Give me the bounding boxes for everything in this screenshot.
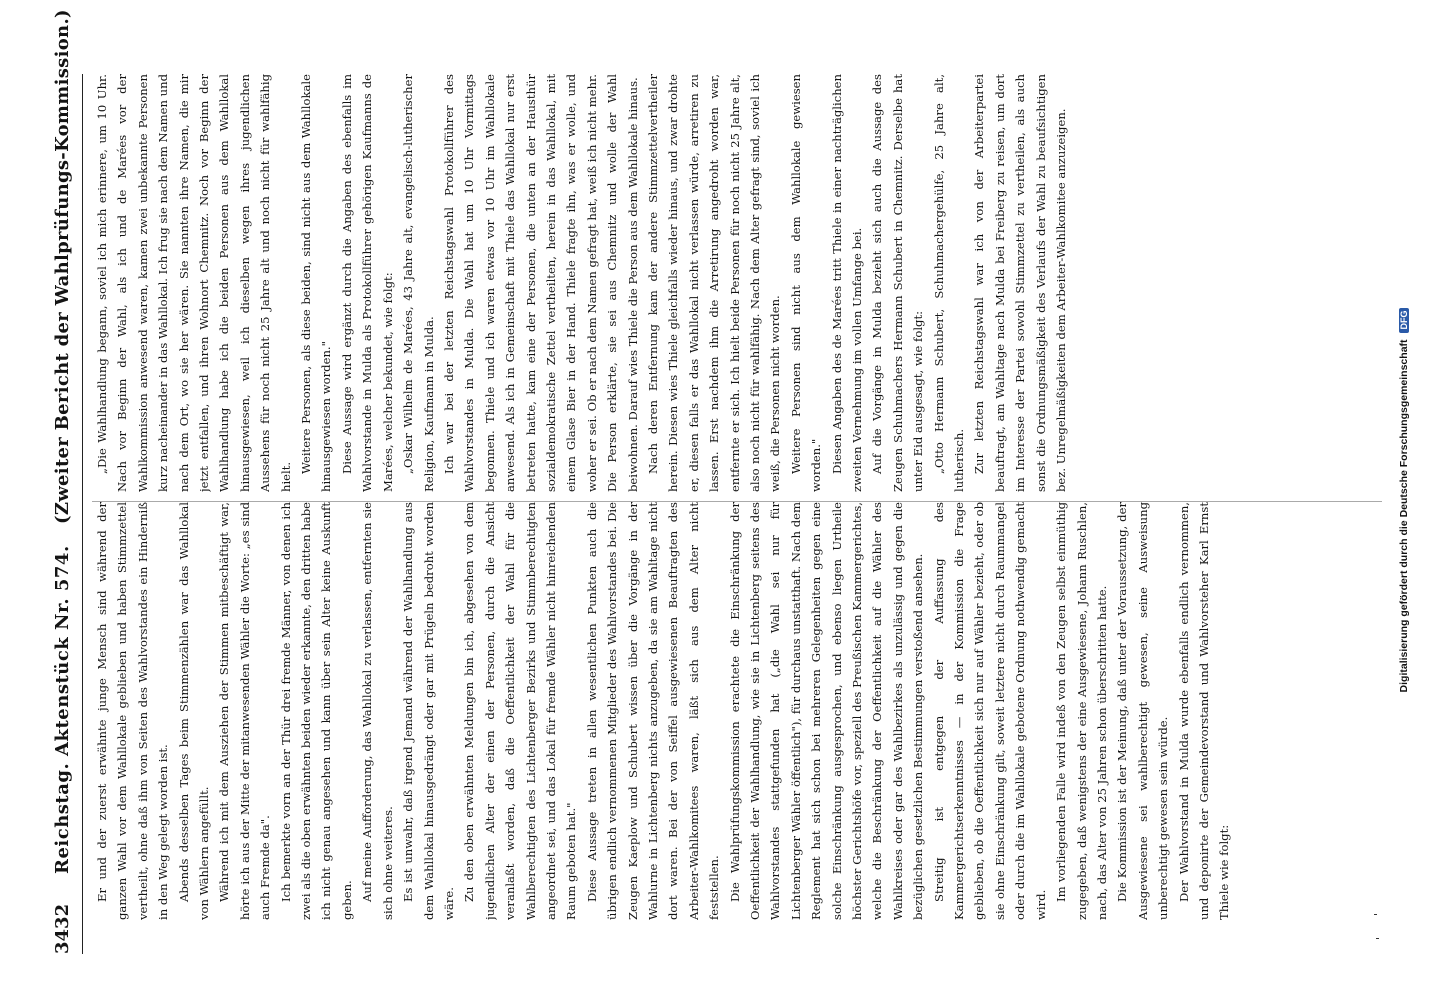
right-column xyxy=(92,74,1072,492)
page-header xyxy=(52,9,78,954)
running-head: Reichstag. Aktenstück Nr. 574. xyxy=(52,545,73,874)
paragraph: Er und der zuerst erwähnte junge Mensch sind während der ganzen Wahl vor dem Wahllokale geblieben und haben Stimmzettel vertheilt, ohne daß ihm von Seiten des Wahlvorstandes ein Hinderniß in den Weg gelegt worden ist. xyxy=(95,502,171,920)
header-rule xyxy=(82,74,83,954)
paragraph: Auf die Vorgänge in Mulda bezieht sich auch die Aussage des Zeugen Schuhmachers Hermann Schubert in Chemnitz. Derselbe hat unter Eid ausgesagt, wie folgt: xyxy=(870,74,926,492)
paragraph: Ich war bei der letzten Reichstagswahl Protokollführer des Wahlvorstandes in Mulda. Die Wahl hat um 10 Uhr Vormittags begonnen. Thiele und ich waren etwas vor 10 Uhr im Wahllokale anwesend. Als ich in Gemeinschaft mit Thiele das Wahllokal nur erst betreten hatte, kam eine der Personen, die unten an der Hausthür sozialdemokratische Zettel vertheilten, herein in das Wahllokal, mit einem Glase Bier in der Hand. Thiele fragte ihn, was er wolle, und woher er sei. Ob er nach dem Namen gefragt hat, weiß ich nicht mehr. Die Person erklärte, sie sei aus Chemnitz und wolle der Wahl beiwohnen. Darauf wies Thiele die Person aus dem Wahllokale hinaus. xyxy=(441,74,640,492)
digitization-note: Digitalisierung gefördert durch die Deutsche Forschungsgemeinschaft xyxy=(1398,339,1410,693)
paragraph: Weitere Personen, als diese beiden, sind nicht aus dem Wahllokale hinausgewiesen worden." xyxy=(299,74,334,492)
paragraph: Zur letzten Reichstagswahl war ich von der Arbeiterpartei beauftragt, am Wahltage nach Mulda bei Freiberg zu reisen, um dort im Interesse der Partei sowohl Stimmzettel zu vertheilen, als auch sonst die Ordnungsmäßigkeit des Verlaufs der Wahl zu beaufsichtigen bez. Unregelmäßigkeiten dem Arbeiter-Wahlkomitee anzuzeigen. xyxy=(972,74,1069,492)
paragraph: Weitere Personen sind nicht aus dem Wahllokale gewiesen worden." xyxy=(788,74,824,492)
paragraph: Streitig ist entgegen der Auffassung des Kammergerichtserkenntnisses — in der Kommission die Frage geblieben, ob die Oeffentlichkeit sich nur auf Wähler bezieht, oder ob sie ohne Einschränkung gilt, soweit letztere nicht durch Raummangel oder durch die im Wahllokale gebotene Ordnung nothwendig gemacht wird. xyxy=(931,502,1048,920)
paragraph: Diese Aussage wird ergänzt durch die Angaben des ebenfalls im Wahlvorstande in Mulda als Protokollführer gehörigen Kaufmanns de Marées, welcher bekundet, wie folgt: xyxy=(339,74,395,492)
paragraph: „Die Wahlhandlung begann, soviel ich mich erinnere, um 10 Uhr. Nach vor Beginn der Wahl, als ich und de Marées vor der Wahlkommission anwesend waren, kamen zwei unbekannte Personen kurz nacheinander in das Wahllokal. Ich frug sie nach dem Namen und nach dem Ort, wo sie her wären. Sie nannten ihre Namen, die mir jetzt entfallen, und ihren Wohnort Chemnitz. Noch vor Beginn der Wahlhandlung habe ich die beiden Personen aus dem Wahllokal hinausgewiesen, weil ich dieselben wegen ihres jugendlichen Aussehens für noch nicht 25 Jahre alt und noch nicht für wahlfähig hielt. xyxy=(95,74,293,492)
paragraph: Abends desselben Tages beim Stimmenzählen war das Wahllokal von Wählern angefüllt. xyxy=(176,502,212,920)
dfg-logo-icon: DFG xyxy=(1399,308,1409,333)
paragraph: Der Wahlvorstand in Mulda wurde ebenfalls endlich vernommen, und deponirte der Gemeindevorstand und Wahlvorsteher Karl Ernst Thiele wie folgt: xyxy=(1176,502,1232,920)
paragraph: Im vorliegenden Falle wird indeß von den Zeugen selbst einmüthig zugegeben, daß wenigstens der eine Ausgewiesene, Johann Ruschlen, nach, das Alter von 25 Jahren schon überschritten hatte. xyxy=(1054,502,1109,920)
paragraph: Die Kommission ist der Meinung, daß unter der Voraussetzung, der Ausgewiesene sei wahlberechtigt gewesen, seine Ausweisung unberechtigt gewesen sein würde. xyxy=(1115,502,1171,920)
paragraph: Auf meine Aufforderung, das Wahllokal zu verlassen, entfernten sie sich ohne weiteres. xyxy=(360,502,395,920)
column-divider xyxy=(92,501,1382,502)
paragraph: Diese Aussage treten in allen wesentlichen Punkten auch die übrigen endlich vernommenen Mitglieder des Wahlvorstandes bei. Die Zeugen Kaeplow und Schubert wissen über die Vorgänge in der Wahlurne in Lichtenberg nichts anzugeben, da sie am Wahltage nicht dort waren. Bei der von Seiffel ausgewiesenen Beauftragten des Arbeiter-Wahlkomitees waren, läßt sich aus dem Alter nicht feststellen. xyxy=(584,502,722,920)
page-number: 3432 xyxy=(52,903,73,954)
paragraph: Zu den oben erwähnten Meldungen bin ich, abgesehen von dem jugendlichen Alter der einen der Personen, durch die Ansicht veranlaßt worden, daß die Oeffentlichkeit der Wahl für die Wahlberechtigten des Lichtenberger Bezirks und Stimmberechtigten angeordnet sei, und das Lokal für fremde Wähler nicht hinreichenden Raum geboten hat." xyxy=(462,502,579,920)
paragraph: Es ist unwahr, daß irgend Jemand während der Wahlhandlung aus dem Wahllokal hinausgedrängt oder gar mit Prügeln bedroht worden wäre. xyxy=(401,502,456,920)
scan-specks xyxy=(1372,910,1402,970)
left-column xyxy=(92,502,1235,920)
paragraph: Die Wahlprüfungskommission erachtete die Einschränkung der Oeffentlichkeit der Wahlhandlung, wie sie in Lichtenberg seitens des Wahlvorstandes stattgefunden hat („die Wahl sei nur für Lichtenberger Wähler öffentlich"), für durchaus unstatthaft. Nach dem Reglement hat sich schon bei mehreren Gelegenheiten gegen eine solche Einschränkung ausgesprochen, und ebenso liegen Urtheile höchster Gerichtshöfe vor, speziell des Preußischen Kammergerichtes, welche die Beschränkung der Oeffentlichkeit auf die Wähler des Wahlkreises oder gar des Wahlbezirkes als unzulässig und gegen die bezüglichen gesetzlichen Bestimmungen verstoßend ansehen. xyxy=(727,502,926,920)
paragraph: Ich bemerkte vorn an der Thür drei fremde Männer, von denen ich zwei als die oben erwähnten beiden wieder erkannte, den dritten habe ich nicht genau angesehen und kann über sein Alter keine Auskunft geben. xyxy=(278,502,354,920)
paragraph: Während ich mit dem Ausziehen der Stimmen mitbeschäftigt war, hörte ich aus der Mitte der mitanwesenden Wähler die Worte: „es sind auch Fremde da". xyxy=(217,502,273,920)
paragraph: „Oskar Wilhelm de Marées, 43 Jahre alt, evangelisch-lutherischer Religion, Kaufmann in Mulda. xyxy=(401,74,436,492)
report-title: (Zweiter Bericht der Wahlprüfungs-Kommission.) xyxy=(52,9,73,524)
digitization-footer xyxy=(1398,0,1418,1000)
paragraph: Diesen Angaben des de Marées tritt Thiele in einer nachträglichen zweiten Vernehmung im vollen Umfange bei. xyxy=(829,74,865,492)
paragraph: Nach deren Entfernung kam der andere Stimmzettelvertheiler herein. Diesen wies Thiele gleichfalls wieder hinaus, und zwar drohte er, diesen falls er das Wahllokal nicht verlassen würde, arretiren zu lassen. Erst nachdem ihm die Arretirung angedroht worden war, entfernte er sich. Ich hielt beide Personen für noch nicht 25 Jahre alt, also noch nicht für wahlfähig. Nach dem Alter gefragt sind, soviel ich weiß, die Personen nicht worden. xyxy=(645,74,783,492)
paragraph: „Otto Hermann Schubert, Schuhmachergehülfe, 25 Jahre alt, lutherisch. xyxy=(931,74,967,492)
